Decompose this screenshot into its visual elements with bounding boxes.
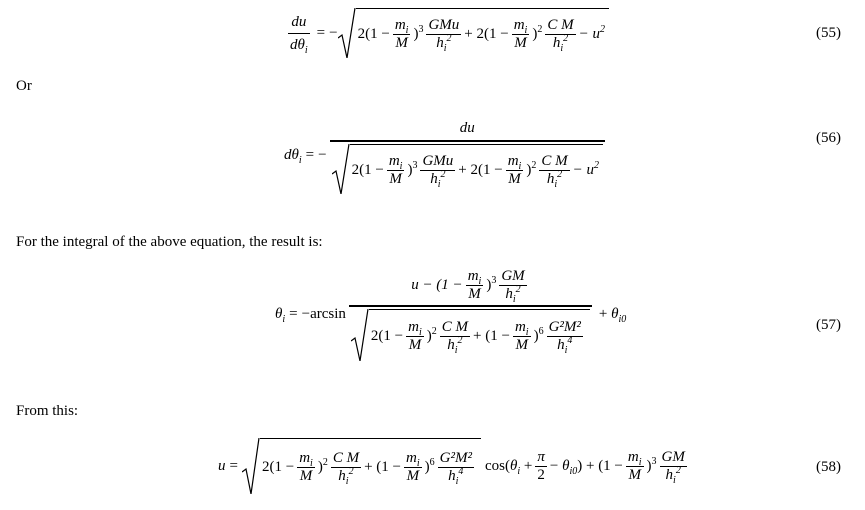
text-from-this: From this: xyxy=(16,403,79,419)
equation-55: $\frac{du}{d\theta_i}$ = − 2(1 − $\frac{m_i}{M}$ )$^3$ $\frac{\text{GMu}}{h_i^2}$ + 2(1 − $\frac{m_i}{M}$ )$^2$ $\frac{\text{C M}}{h_i^2}$ − $u^2$ xyxy=(285,8,609,58)
equation-57: $\theta_i$ = − arcsin u − (1 − $\frac{m_i}{M}$ )$^3$ $\frac{GM}{h_i^2}$ 2(1 − $\frac{m_i}{M}$ )$^2$ $\frac{\text{C M}}{h_i^2}$ + (1 − $\frac{m_i}{M}$ )$^6$ $\frac{\text{G²M²}}{h_i^4}$ + $\theta_{i0}$ xyxy=(275,268,626,361)
fraction-du-over-root: du 2(1 − $\frac{m_i}{M}$ )$^3$ $\frac{\text{GMu}}{h_i^2}$ + 2(1 − $\frac{m_i}{M}$ )$^2$ $\frac{\text{C M}}{h_i^2}$ − $u^2$ xyxy=(330,116,605,194)
equation-number-58: (58) xyxy=(816,459,841,475)
text-integral-intro: For the integral of the above equation, the result is: xyxy=(16,234,323,250)
equation-58: u = 2(1 − $\frac{m_i}{M}$ )$^2$ $\frac{\text{C M}}{h_i^2}$ + (1 − $\frac{m_i}{M}$ )$^6$ $\frac{\text{G²M²}}{h_i^4}$ cos ( $\theta_i$ + $\frac{\pi}{2}$ − $\theta_{i0}$ ) + (1 − $\frac{m_i}{M}$ )$^3$ $\frac{GM}{h_i^2}$ xyxy=(218,438,690,494)
equation-number-57: (57) xyxy=(816,317,841,333)
equation-number-55: (55) xyxy=(816,25,841,41)
text-or: Or xyxy=(16,78,32,94)
equation-number-56: (56) xyxy=(816,130,841,146)
square-root: 2(1 − $\frac{m_i}{M}$ )$^3$ $\frac{\text{GMu}}{h_i^2}$ + 2(1 − $\frac{m_i}{M}$ )$^2$ $\frac{\text{C M}}{h_i^2}$ − $u^2$ xyxy=(338,8,609,58)
fraction-du-dtheta: $\frac{du}{d\theta_i}$ xyxy=(290,13,308,56)
equation-56: $d\theta_i$ = − du 2(1 − $\frac{m_i}{M}$ )$^3$ $\frac{\text{GMu}}{h_i^2}$ + 2(1 − $\frac{m_i}{M}$ )$^2$ $\frac{\text{C M}}{h_i^2}$ − $u^2$ xyxy=(284,116,608,194)
arcsin-argument: u − (1 − $\frac{m_i}{M}$ )$^3$ $\frac{GM}{h_i^2}$ 2(1 − $\frac{m_i}{M}$ )$^2$ $\frac{\text{C M}}{h_i^2}$ + (1 − $\frac{m_i}{M}$ )$^6$ $\frac{\text{G²M²}}{h_i^4}$ xyxy=(349,268,592,361)
